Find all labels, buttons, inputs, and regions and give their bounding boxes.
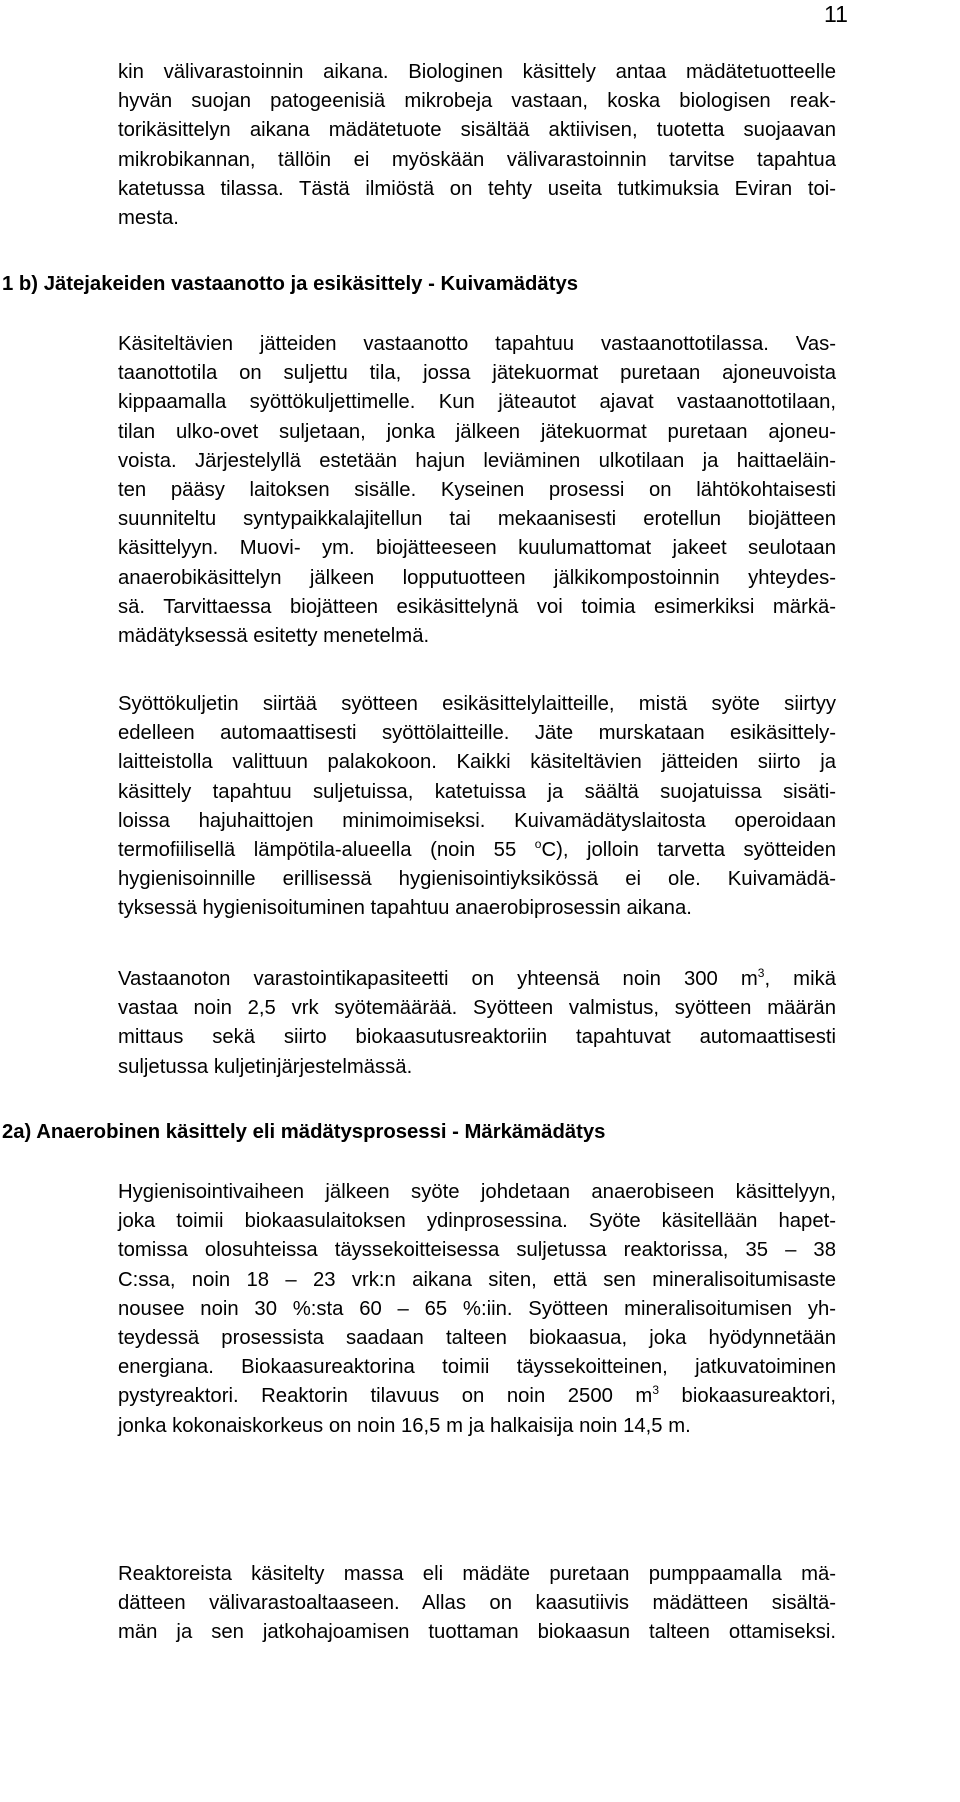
text-line: vastaa noin 2,5 vrk syötemäärää. Syötteen valmistus, syötteen määrän bbox=[118, 997, 836, 1020]
paragraph-intro bbox=[118, 58, 836, 233]
text-line: kippaamalla syöttökuljettimelle. Kun jäteautot ajavat vastaanottotilaan, bbox=[118, 391, 836, 414]
text-line: taanottotila on suljettu tila, jossa jätekuormat puretaan ajoneuvoista bbox=[118, 362, 836, 385]
text-line: mikrobikannan, tällöin ei myöskään välivarastoinnin tarvitse tapahtua bbox=[118, 148, 836, 171]
text-line: hyvän suojan patogeenisiä mikrobeja vastaan, koska biologisen reak- bbox=[118, 90, 836, 113]
text-line: energiana. Biokaasureaktorina toimii täyssekoitteinen, jatkuvatoiminen bbox=[118, 1356, 836, 1379]
text-line: edelleen automaattisesti syöttölaitteille. Jäte murskataan esikäsittely- bbox=[118, 722, 836, 745]
text-line: suunniteltu syntypaikkalajitellun tai mekaanisesti erotellun biojätteen bbox=[118, 508, 836, 531]
text-line: käsittelyyn. Muovi- ym. biojätteeseen kuulumattomat jakeet seulotaan bbox=[118, 537, 836, 560]
paragraph-storage-capacity bbox=[118, 965, 836, 1082]
text-line: sä. Tarvittaessa biojätteen esikäsittelynä voi toimia esimerkiksi märkä- bbox=[118, 595, 836, 618]
text-line: hygienisoinnille erillisessä hygienisointiyksikössä ei ole. Kuivamädä- bbox=[118, 868, 836, 891]
unit-superscript: 3 bbox=[757, 966, 765, 981]
text-fragment: pystyreaktori. Reaktorin tilavuus on noin 2500 m bbox=[118, 1385, 653, 1408]
text-line: katetussa tilassa. Tästä ilmiöstä on tehty useita tutkimuksia Eviran toi- bbox=[118, 177, 836, 200]
text-line: käsittely tapahtuu suljetuissa, katetuissa ja säältä suojatuissa sisäti- bbox=[118, 780, 836, 803]
text-line: nousee noin 30 %:sta 60 – 65 %:iin. Syötteen mineralisoitumisen yh- bbox=[118, 1297, 836, 1320]
text-line: Syöttökuljetin siirtää syötteen esikäsittelylaitteille, mistä syöte siirtyy bbox=[118, 693, 836, 715]
text-line: Hygienisointivaiheen jälkeen syöte johdetaan anaerobiseen käsittelyyn, bbox=[118, 1181, 836, 1203]
text-fragment: termofiilisellä lämpötila-alueella (noin 55 bbox=[118, 838, 535, 861]
text-line: tyksessä hygienisoituminen tapahtuu anaerobiprosessin aikana. bbox=[118, 897, 692, 920]
text-line: anaerobikäsittelyn jälkeen lopputuotteen jälkikompostoinnin yhteydes- bbox=[118, 566, 836, 589]
text-fragment: Vastaanoton varastointikapasiteetti on yhteensä noin 300 m bbox=[118, 968, 758, 990]
text-fragment: C), jolloin tarvetta syötteiden bbox=[541, 838, 836, 861]
text-line: kin välivarastoinnin aikana. Biologinen käsittely antaa mädätetuotteelle bbox=[118, 61, 836, 83]
text-line: mädätyksessä esitetty menetelmä. bbox=[118, 624, 430, 647]
text-line: suljetussa kuljetinjärjestelmässä. bbox=[118, 1055, 413, 1078]
text-line: loissa hajuhaittojen minimoimiseksi. Kuivamädätyslaitosta operoidaan bbox=[118, 809, 836, 832]
text-line: joka toimii biokaasulaitoksen ydinprosessina. Syöte käsitellään hapet- bbox=[118, 1210, 836, 1233]
section-heading-1b: 1 b) Jätejakeiden vastaanotto ja esikäsittely - Kuivamädätys bbox=[2, 273, 579, 295]
text-line: C:ssa, noin 18 – 23 vrk:n aikana siten, että sen mineralisoitumisaste bbox=[118, 1268, 836, 1291]
text-line: ten pääsy laitoksen sisälle. Kyseinen prosessi on lähtökohtaisesti bbox=[118, 478, 836, 501]
text-line: Reaktoreista käsitelty massa eli mädäte puretaan pumppaamalla mä- bbox=[118, 1563, 836, 1585]
text-line: laitteistolla valittuun palakokoon. Kaikki käsiteltävien jätteiden siirto ja bbox=[118, 751, 836, 774]
text-line: Käsiteltävien jätteiden vastaanotto tapahtuu vastaanottotilassa. Vas- bbox=[118, 333, 836, 355]
text-line: torikäsittelyn aikana mädätetuote sisältää aktiivisen, tuotetta suojaavan bbox=[118, 119, 836, 142]
paragraph-digestate bbox=[118, 1560, 836, 1648]
text-fragment: biokaasureaktori, bbox=[659, 1385, 836, 1408]
text-fragment: , mikä bbox=[764, 968, 836, 990]
text-line: tomissa olosuhteissa täyssekoitteisessa suljetussa reaktorissa, 35 – 38 bbox=[118, 1239, 836, 1262]
unit-superscript: 3 bbox=[652, 1383, 659, 1398]
page-number: 11 bbox=[824, 1, 848, 27]
text-line-capacity bbox=[118, 965, 836, 994]
text-line: teydessä prosessista saadaan talteen biokaasua, joka hyödynnetään bbox=[118, 1326, 836, 1349]
text-line: mittaus sekä siirto biokaasutusreaktoriin tapahtuvat automaattisesti bbox=[118, 1026, 836, 1049]
degree-superscript: o bbox=[534, 837, 542, 852]
text-line: jonka kokonaiskorkeus on noin 16,5 m ja halkaisija noin 14,5 m. bbox=[118, 1414, 691, 1437]
text-line: mesta. bbox=[118, 206, 179, 229]
text-line-temperature bbox=[118, 836, 836, 865]
section-heading-2a: 2a) Anaerobinen käsittely eli mädätysprosessi - Märkämädätys bbox=[2, 1121, 606, 1143]
text-line: voista. Järjestelyllä estetään hajun leviäminen ulkotilaan ja haittaeläin- bbox=[118, 449, 836, 472]
text-line-volume bbox=[118, 1382, 836, 1411]
text-line: män ja sen jatkohajoamisen tuottaman biokaasun talteen ottamiseksi. bbox=[118, 1621, 836, 1644]
paragraph-conveyor bbox=[118, 690, 836, 924]
paragraph-anaerobic bbox=[118, 1178, 836, 1441]
text-line: tilan ulko-ovet suljetaan, jonka jälkeen jätekuormat puretaan ajoneu- bbox=[118, 420, 836, 443]
paragraph-reception bbox=[118, 330, 836, 651]
text-line: dätteen välivarastoaltaaseen. Allas on kaasutiivis mädätteen sisältä- bbox=[118, 1592, 836, 1615]
